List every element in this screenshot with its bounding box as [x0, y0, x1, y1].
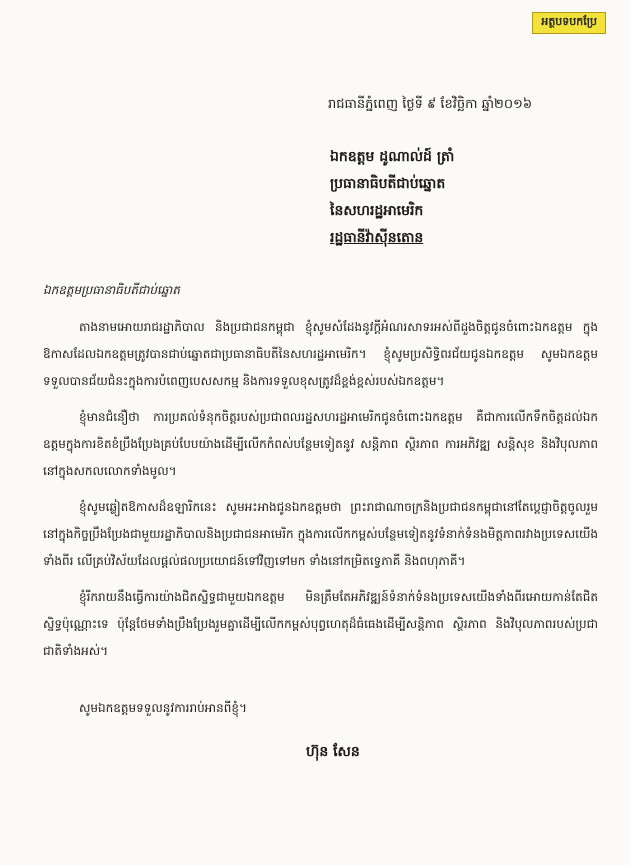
- closing-line: សូមឯកឧត្តមទទួលនូវការរាប់អានពីខ្ញុំ។: [79, 701, 247, 715]
- paragraph: ខ្ញុំរីករាយនឹងធ្វើការយ៉ាងជិតស្និទ្ធជាមួយឯកឧត្តម មិនត្រឹមតែអភិវឌ្ឍន៍ទំនាក់ទំនងប្រទេសយើងទាំងពីរអោយកាន់តែជិតស្និទ្ធប៉ុណ្ណោះទេ ប៉ុន្តែថែមទាំងប្រឹងប្រែងរួមគ្នាដើម្បីលើកកម្ពស់បុព្វហេតុដ៏ធំធេងដើម្បីសន្តិភាព ស្ថិរភាព និងវិបុលភាពរបស់ប្រជាជាតិទាំងអស់។: [43, 590, 598, 658]
- date-line: រាជធានីភ្នំពេញ ថ្ងៃទី ៩ ខែវិច្ឆិកា ឆ្នាំ២០១៦: [328, 97, 533, 112]
- paragraph: តាងនាមអោយរាជរដ្ឋាភិបាល និងប្រជាជនកម្ពុជា ខ្ញុំសូមសំដែងនូវក្តីអំណរសាទរអស់ពីដួងចិត្តជូនចំពោះឯកឧត្តម ក្នុងឱកាសដែលឯកឧត្តមត្រូវបានជាប់ឆ្នោតជាប្រធានាធិបតីនៃសហរដ្ឋអាមេរិក។ ខ្ញុំសូមប្រសិទ្ធិពរជ័យជូនឯកឧត្តម សូមឯកឧត្តមទទួលបានជ័យជំនះក្នុងការបំពេញបេសសកម្ម និងការទទួលខុសត្រូវដ៏ខ្ពង់ខ្ពស់របស់ឯកឧត្តម។: [43, 320, 598, 388]
- recipient-title: ប្រធានាធិបតីជាប់ឆ្នោត: [330, 176, 446, 192]
- paragraph: ខ្ញុំមានជំនឿថា ការប្រគល់ទំនុកចិត្តរបស់ប្រជាពលរដ្ឋសហរដ្ឋអាមេរិកជូនចំពោះឯកឧត្តម គឺជាការលើកទឹកចិត្តដល់ឯកឧត្តមក្នុងការខិតខំប្រឹងប្រែងគ្រប់បែបយ៉ាងដើម្បីលើកកំពស់បន្ថែមទៀតនូវ សន្តិភាព ស្ថិរភាព ការអភិវឌ្ឍ សន្តិសុខ និងវិបុលភាពនៅក្នុងសកលលោកទាំងមូល។: [43, 410, 598, 478]
- recipient-country: នៃសហរដ្ឋអាមេរិក: [330, 203, 424, 219]
- signature-name: ហ៊ុន សែន: [306, 744, 360, 760]
- recipient-name: ឯកឧត្តម ដូណាល់ដ៍ ត្រាំ: [330, 149, 455, 165]
- recipient-city: រដ្ឋធានីវ៉ាស៊ីនតោន: [330, 230, 424, 246]
- salutation: ឯកឧត្តមប្រធានាធិបតីជាប់ឆ្នោត: [43, 283, 180, 297]
- paragraph: ខ្ញុំសូមឆ្លៀតឱកាសដ៏ឧឡារិកនេះ សូមអះអាងជូនឯកឧត្តមថា ព្រះរាជាណាចក្រនិងប្រជាជនកម្ពុជានៅតែប្តេជ្ញាចិត្តចូលរួមនៅក្នុងកិច្ចប្រឹងប្រែងជាមួយរដ្ឋាភិបាលនិងប្រជាជនអាមេរិក ក្នុងការលើកកម្ពស់បន្ថែមទៀតនូវទំនាក់ទំនងមិត្តភាពរវាងប្រទេសយើងទាំងពីរ លើគ្រប់វិស័យដែលផ្តល់ផលប្រយោជន៍ទៅវិញទៅមក ទាំងនៅកម្រិតទ្វេភាគី និងពហុភាគី។: [43, 500, 598, 568]
- translation-stamp: អត្ថបទបកប្រែ: [532, 12, 606, 34]
- letter-body: [43, 314, 598, 674]
- recipient-block: [330, 144, 590, 252]
